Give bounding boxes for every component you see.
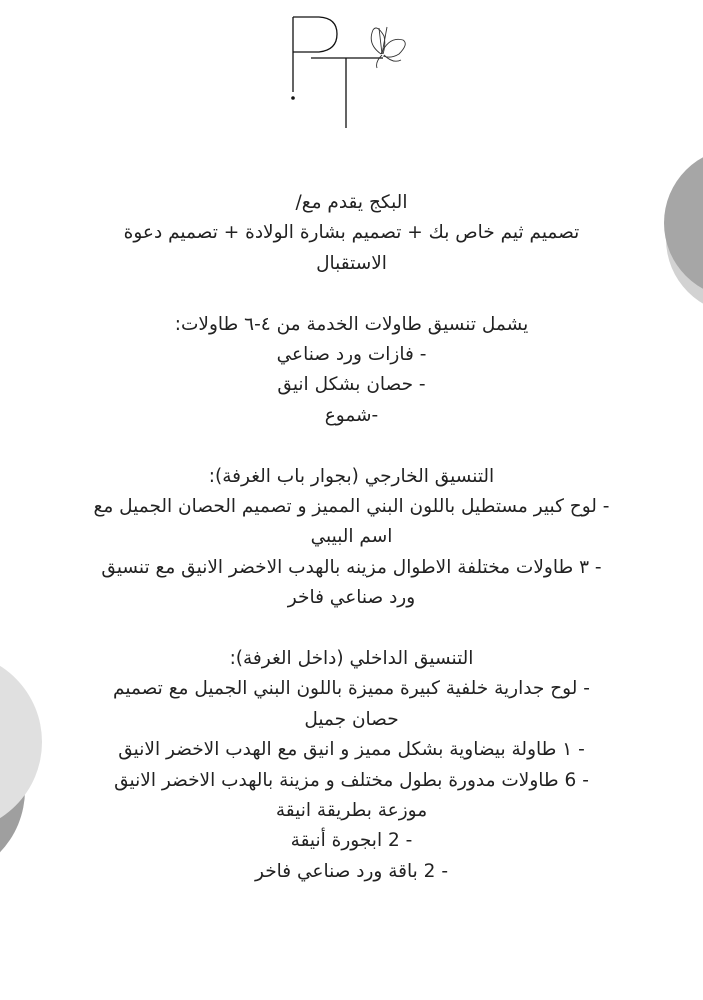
intro-line: الاستقبال — [316, 252, 387, 274]
spacer — [40, 614, 663, 644]
intro-heading: البكج يقدم مع/ — [295, 192, 408, 213]
outdoor-item: - ٣ طاولات مختلفة الاطوال مزينه بالهدب الاخضر الانيق مع تنسيق — [101, 556, 602, 578]
logo-mark — [285, 14, 415, 132]
outdoor-heading: التنسيق الخارجي (بجوار باب الغرفة): — [208, 465, 495, 487]
spacer — [40, 431, 663, 461]
indoor-item: - لوح جدارية خلفية كبيرة مميزة باللون البني الجميل مع تصميم — [113, 678, 590, 700]
indoor-item: حصان جميل — [304, 708, 399, 730]
outdoor-item: ورد صناعي فاخر — [287, 587, 416, 609]
service-tables-item: - حصان بشكل انيق — [277, 374, 426, 396]
intro-line: تصميم ثيم خاص بك + تصميم بشارة الولادة + تصميم دعوة — [123, 222, 580, 244]
butterfly-icon — [371, 27, 405, 68]
outdoor-item: - لوح كبير مستطيل باللون البني المميز و تصميم الحصان الجميل مع — [93, 496, 610, 518]
indoor-item: - 2 باقة ورد صناعي فاخر — [254, 860, 449, 882]
indoor-item: موزعة بطريقة انيقة — [275, 800, 428, 822]
indoor-item: - 6 طاولات مدورة بطول مختلف و مزينة بالهدب الاخضر الانيق — [114, 769, 589, 791]
service-tables-item: -شموع — [324, 404, 379, 426]
indoor-item: - 2 ابجورة أنيقة — [290, 830, 413, 852]
spacer — [40, 279, 663, 309]
indoor-item: - ١ طاولة بيضاوية بشكل مميز و انيق مع الهدب الاخضر الانيق — [118, 739, 585, 761]
brand-logo — [285, 14, 415, 132]
outdoor-item: اسم البيبي — [310, 526, 393, 548]
indoor-heading: التنسيق الداخلي (داخل الغرفة): — [229, 648, 474, 670]
service-tables-item: - فازات ورد صناعي — [276, 344, 427, 366]
package-description — [40, 188, 663, 887]
service-tables-heading: يشمل تنسيق طاولات الخدمة من ٤-٦ طاولات: — [174, 313, 529, 335]
